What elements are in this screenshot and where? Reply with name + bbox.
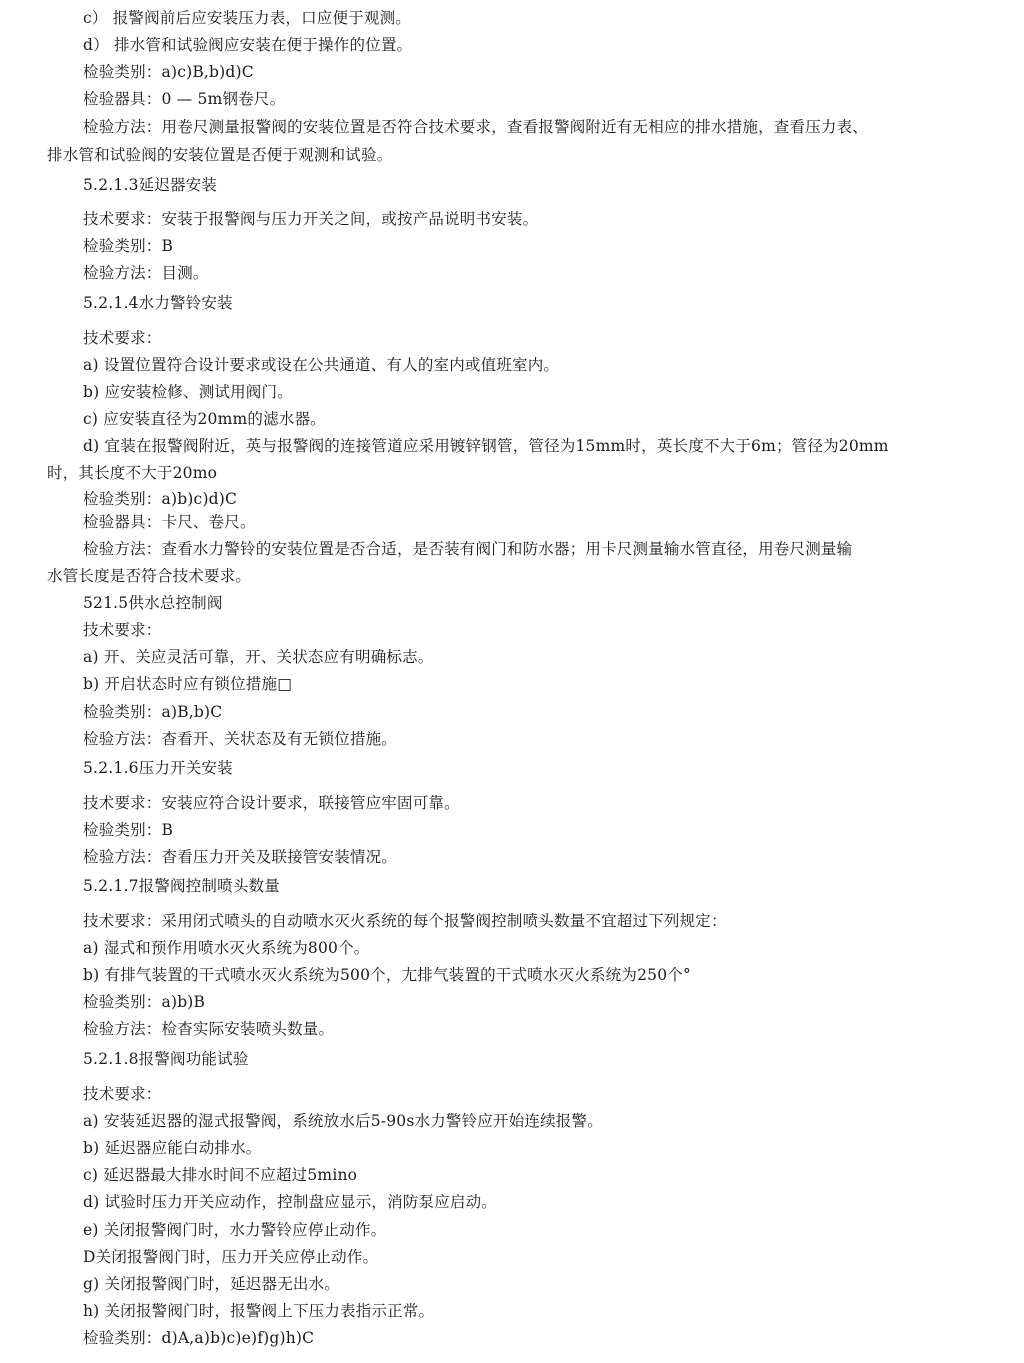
list-item-a: a) 设置位置符合设计要求或设在公共通道、有人的室内或值班室内。	[83, 356, 560, 374]
technical-requirement: 技术要求：安装于报警阀与压力开关之间，或按产品说明书安装。	[83, 210, 539, 228]
list-item-b: b) 延迟器应能白动排水。	[83, 1139, 262, 1157]
inspection-method: 检验方法：查看水力警铃的安装位置是否合适，是否装有阀门和防水器；用卡尺测量输水管直径，用卷尺测量输	[83, 540, 853, 558]
list-item-f: D关闭报警阀门时，压力开关应停止动作。	[83, 1248, 379, 1266]
list-item-b: b) 有排气装置的干式喷水灭火系统为500个，尢排气装置的干式喷水灭火系统为250个°	[83, 966, 691, 984]
list-item-c: c） 报警阀前后应安装压力表，口应便于观测。	[83, 9, 412, 27]
list-item-a: a) 湿式和预作用喷水灭火系统为800个。	[83, 939, 370, 957]
technical-requirement: 技术要求：	[83, 1085, 162, 1103]
list-item-h: h) 关闭报警阀门时，报警阀上下压力表指示正常。	[83, 1302, 435, 1320]
inspection-category: 检验类别：a)B,b)C	[83, 703, 223, 721]
list-item-d: d） 排水管和试验阀应安装在便于操作的位置。	[83, 36, 413, 54]
section-heading-5-2-1-5: 521.5供水总控制阀	[83, 594, 223, 612]
technical-requirement: 技术要求：采用闭式喷头的自动喷水灭火系统的每个报警阀控制喷头数量不宜超过下列规定：	[83, 912, 727, 930]
section-heading-5-2-1-7: 5.2.1.7报警阀控制喷头数量	[83, 877, 280, 895]
list-item-g: g) 关闭报警阀门时，延迟器无出水。	[83, 1275, 340, 1293]
inspection-method: 检验方法：杳看压力开关及联接管安装情况。	[83, 848, 398, 866]
inspection-method: 检验方法：杳看开、关状态及有无锁位措施。	[83, 730, 398, 748]
technical-requirement: 技术要求：安装应符合设计要求，联接管应牢固可靠。	[83, 794, 460, 812]
inspection-method: 检验方法：检杳实际安装喷头数量。	[83, 1020, 335, 1038]
section-heading-5-2-1-8: 5.2.1.8报警阀功能试验	[83, 1050, 249, 1068]
inspection-category: 检验类别：B	[83, 821, 174, 839]
list-item-a: a) 开、关应灵活可靠，开、关状态应有明确标志。	[83, 648, 434, 666]
inspection-category: 检验类别：a)c)B,b)d)C	[83, 63, 254, 81]
section-heading-5-2-1-3: 5.2.1.3延迟器安装	[83, 176, 218, 194]
inspection-tools: 检验器具：卡尺、卷尺。	[83, 513, 256, 531]
inspection-category: 检验类别：d)A,a)b)c)e)f)g)h)C	[83, 1329, 315, 1347]
technical-requirement: 技术要求：	[83, 329, 162, 347]
section-heading-5-2-1-6: 5.2.1.6压力开关安装	[83, 759, 233, 777]
inspection-tools: 检验器具：0 — 5m钢卷尺。	[83, 90, 286, 108]
inspection-method: 检验方法：目测。	[83, 264, 209, 282]
inspection-method-continued: 排水管和试验阀的安装位置是否便于观测和试验。	[47, 146, 393, 164]
list-item-b: b) 开启状态时应有锁位措施□	[83, 675, 293, 693]
inspection-category: 检验类别：B	[83, 237, 174, 255]
list-item-e: e) 关闭报警阀门时，水力警铃应停止动作。	[83, 1221, 387, 1239]
inspection-method-continued: 水管长度是否符合技术要求。	[47, 567, 252, 585]
list-item-a: a) 安装延迟器的湿式报警阀，系统放水后5-90s水力警铃应开始连续报警。	[83, 1112, 603, 1130]
list-item-c: c) 延迟器最大排水时间不应超过5mino	[83, 1166, 358, 1184]
list-item-d: d) 宜装在报警阀附近，英与报警阀的连接管道应采用镀锌钢管，管径为15mm时，英长度不大于6m；管径为20mm	[83, 437, 889, 455]
list-item-d-continued: 时，其长度不大于20mo	[47, 464, 218, 482]
inspection-category: 检验类别：a)b)B	[83, 993, 206, 1011]
list-item-d: d) 试验时压力开关应动作，控制盘应显示，消防泵应启动。	[83, 1193, 497, 1211]
technical-requirement: 技术要求：	[83, 621, 162, 639]
list-item-b: b) 应安装检修、测试用阀门。	[83, 383, 293, 401]
section-heading-5-2-1-4: 5.2.1.4水力警铃安装	[83, 294, 233, 312]
inspection-method: 检验方法：用卷尺测量报警阀的安装位置是否符合技术要求，查看报警阀附近有无相应的排水措施，查看压力表、	[83, 118, 869, 136]
list-item-c: c) 应安装直径为20mm的滤水器。	[83, 410, 326, 428]
inspection-category: 检验类别：a)b)c)d)C	[83, 490, 238, 508]
